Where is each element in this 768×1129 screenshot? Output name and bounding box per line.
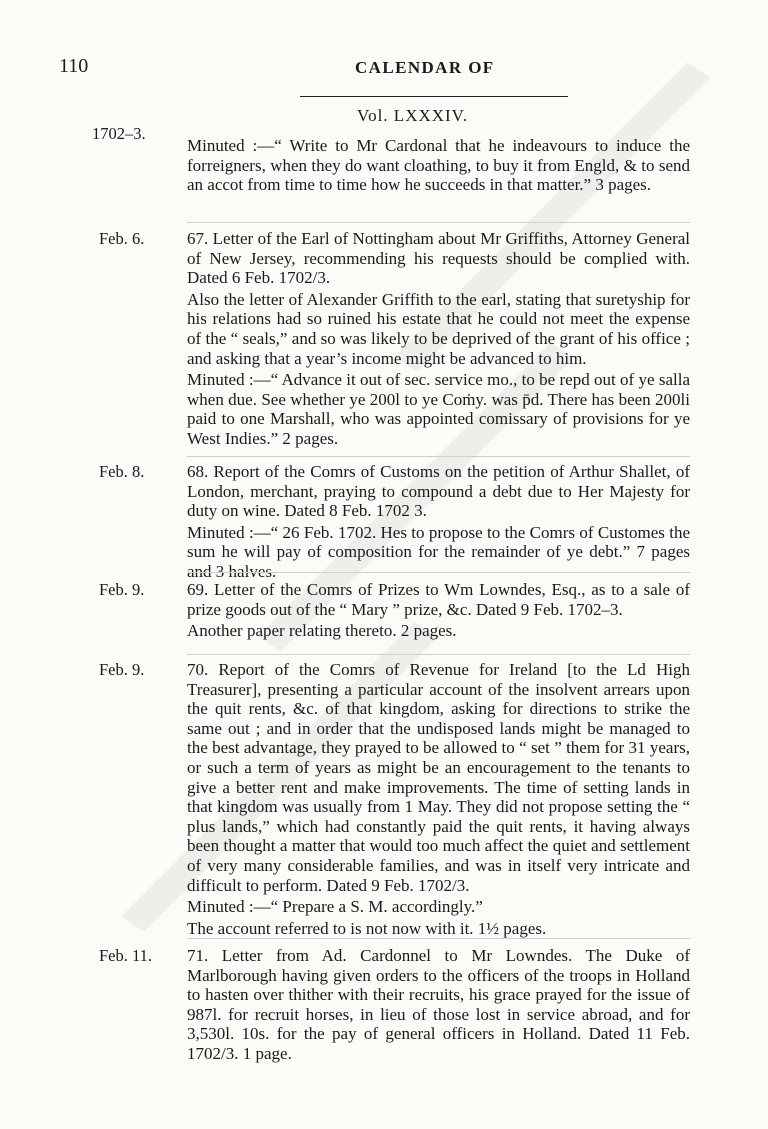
divider <box>187 572 690 573</box>
divider <box>187 456 690 457</box>
paragraph: 68. Report of the Comrs of Customs on the petition of Arthur Shallet, of London, merchant, praying to compound a debt due to Her Majesty for duty on wine. Dated 8 Feb. 1702 3. <box>187 462 690 521</box>
paragraph: Minuted :—“ Write to Mr Cardonal that he indeavours to induce the forreigners, when they do want cloathing, to buy it from Engld, & to send an accot from time to time how he succeeds in that matter.” 3 pages. <box>187 136 690 195</box>
page-number: 110 <box>59 55 89 77</box>
entry-date: Feb. 6. <box>99 229 145 248</box>
paragraph: Another paper relating thereto. 2 pages. <box>187 621 457 641</box>
paragraph: Minuted :—“ 26 Feb. 1702. Hes to propose to the Comrs of Customes the sum he will pay of composition for the remainder of ye debt.” 7 pages and 3 halves. <box>187 522 690 581</box>
entry-date: Feb. 11. <box>99 946 153 965</box>
entry-date: Feb. 9. <box>99 660 145 679</box>
entry-date: Feb. 8. <box>99 462 145 481</box>
volume-heading: Vol. LXXXIV. <box>357 106 469 125</box>
entry-body <box>187 946 690 1066</box>
entry-body <box>187 580 690 643</box>
entry-date: Feb. 9. <box>99 580 145 599</box>
paragraph: The account referred to is not now with it. 1½ pages. <box>187 918 547 938</box>
paragraph: Minuted :—“ Advance it out of sec. service mo., to be repd out of ye salla when due. See whether ye 200l to ye Coṁy. was p̄d. There has been 200li paid to one Marshall, who was appointed comissary of provisions for ye West Indies.” 2 pages. <box>187 370 690 448</box>
paragraph: 71. Letter from Ad. Cardonnel to Mr Lowndes. The Duke of Marlborough having given orders to the officers of the troops in Holland to hasten over thither with their recruits, his grace prayed for the issue of 987l. for recruit horses, in lieu of those lost in service abroad, and for 3,530l. 10s. for the pay of general officers in Holland. Dated 11 Feb. 1702/3. 1 page. <box>187 946 690 1063</box>
paragraph: 67. Letter of the Earl of Nottingham about Mr Griffiths, Attorney General of New Jersey, recommending his requests should be complied with. Dated 6 Feb. 1702/3. <box>187 229 690 288</box>
entry-body <box>187 660 690 940</box>
entry-body <box>187 462 690 584</box>
paragraph: Minuted :—“ Prepare a S. M. accordingly.” <box>187 897 483 917</box>
paragraph: 69. Letter of the Comrs of Prizes to Wm Lowndes, Esq., as to a sale of prize goods out of the “ Mary ” prize, &c. Dated 9 Feb. 1702–3. <box>187 580 690 619</box>
divider <box>187 222 690 223</box>
entry-date: 1702–3. <box>92 124 146 143</box>
running-title: CALENDAR OF <box>355 58 495 77</box>
header-rule <box>300 96 568 97</box>
divider <box>187 654 690 655</box>
paragraph: Also the letter of Alexander Griffith to the earl, stating that suretyship for his relations had so ruined his estate that he could not meet the expense of the “ seals,” and so was likely to be deprived of the grant of his office ; and asking that a year’s income might be advanced to him. <box>187 289 690 368</box>
paragraph: 70. Report of the Comrs of Revenue for Ireland [to the Ld High Treasurer], presenting a particular account of the insolvent arrears upon the quit rents, &c. of that kingdom, asking for directions to strike the same out ; and in order that the undisposed lands might be managed to the best advantage, they prayed to be allowed to “ set ” them for 31 years, or such a term of years as might be an encouragement to the tenants to give a better rent and make improvements. The time of setting lands in that kingdom was usually from 1 May. They did not propose setting the “ plus lands,” which had constantly paid the quit rents, it having always been thought a matter that would too much affect the quiet and settlement of very many considerable families, and was in itself very intricate and difficult to perform. Dated 9 Feb. 1702/3. <box>187 660 690 895</box>
divider <box>187 938 690 939</box>
entry-body <box>187 136 690 197</box>
entry-body <box>187 229 690 451</box>
